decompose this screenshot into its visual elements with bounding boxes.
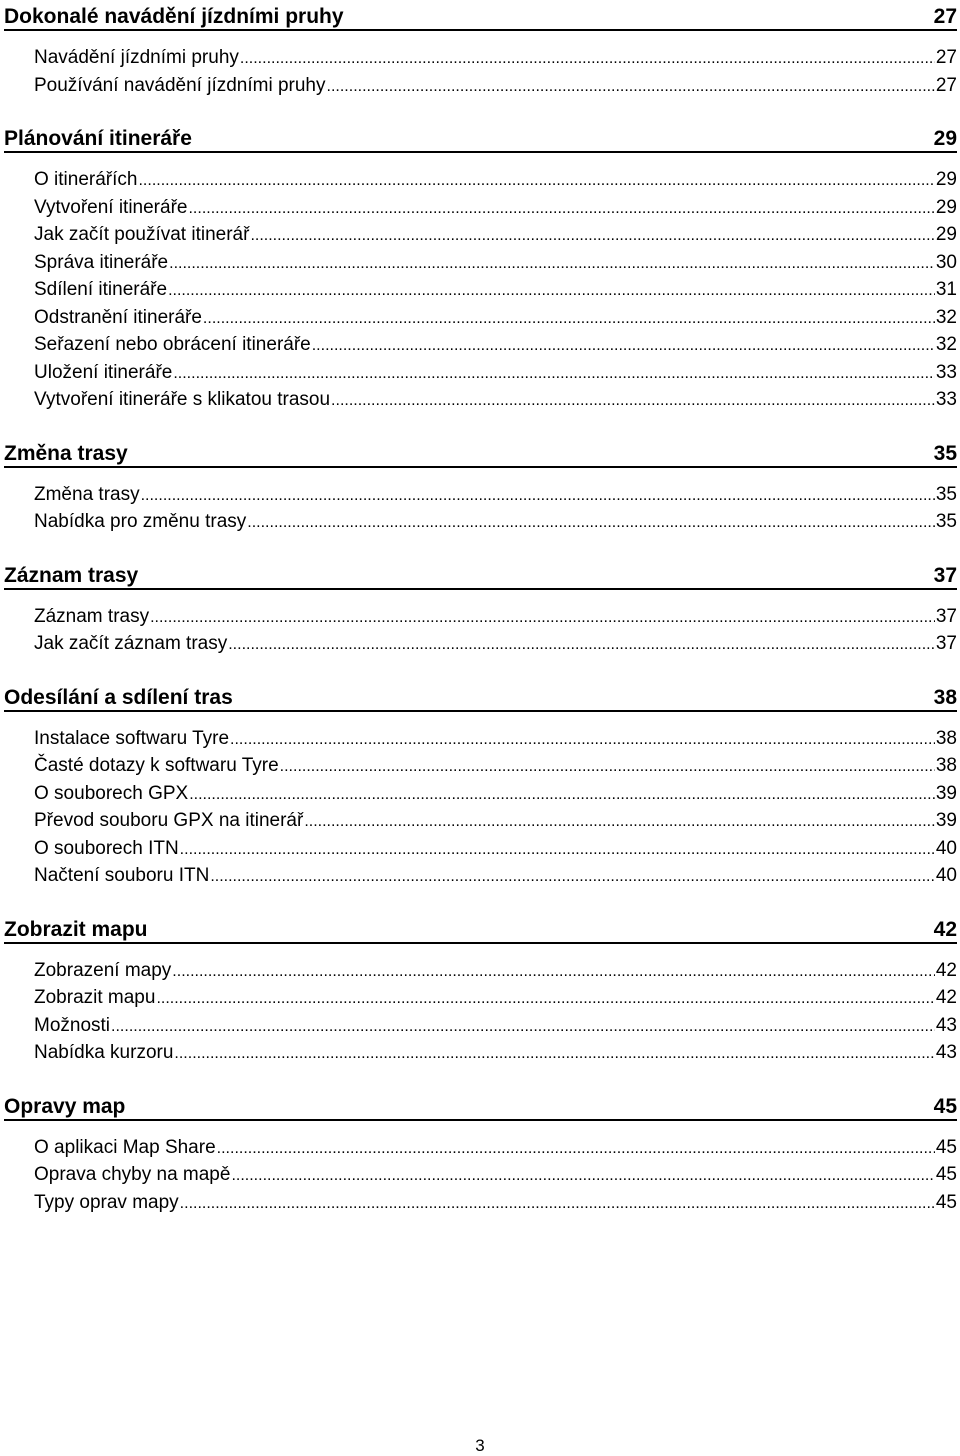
section-heading[interactable] bbox=[4, 0, 957, 31]
toc-entry[interactable] bbox=[4, 603, 957, 631]
dot-leader bbox=[247, 509, 935, 537]
entry-title: O souborech GPX bbox=[34, 782, 189, 804]
table-of-contents bbox=[4, 0, 957, 1216]
entry-title: Jak začít používat itinerář bbox=[34, 224, 250, 245]
entry-page-number: 40 bbox=[935, 865, 957, 886]
entry-page-number: 27 bbox=[935, 47, 957, 68]
entry-title: Sdílení itineráře bbox=[34, 279, 168, 300]
toc-entry[interactable] bbox=[4, 221, 957, 249]
entry-title: Jak začít záznam trasy bbox=[34, 633, 228, 654]
toc-section bbox=[4, 559, 957, 681]
section-page-number: 38 bbox=[933, 685, 957, 709]
entry-title: Odstranění itineráře bbox=[34, 306, 202, 328]
entry-title: Možnosti bbox=[34, 1014, 111, 1036]
toc-entry[interactable] bbox=[4, 752, 957, 780]
entry-page-number: 43 bbox=[935, 1014, 957, 1036]
toc-section bbox=[4, 913, 957, 1090]
toc-entry[interactable] bbox=[4, 72, 957, 100]
entry-title: Záznam trasy bbox=[34, 605, 150, 627]
entry-page-number: 31 bbox=[935, 279, 957, 300]
entry-page-number: 45 bbox=[935, 1164, 957, 1185]
entry-page-number: 29 bbox=[935, 196, 957, 218]
section-title: Dokonalé navádění jízdními pruhy bbox=[4, 5, 344, 28]
toc-entry[interactable] bbox=[4, 194, 957, 222]
section-title: Záznam trasy bbox=[4, 563, 139, 587]
toc-entry[interactable] bbox=[4, 807, 957, 835]
entry-title: Používání navádění jízdními pruhy bbox=[34, 74, 326, 96]
dot-leader bbox=[312, 332, 935, 360]
dot-leader bbox=[189, 781, 935, 809]
toc-section bbox=[4, 437, 957, 559]
toc-entry[interactable] bbox=[4, 508, 957, 536]
dot-leader bbox=[230, 726, 935, 754]
toc-entry[interactable] bbox=[4, 1012, 957, 1040]
toc-entry[interactable] bbox=[4, 359, 957, 387]
entry-page-number: 43 bbox=[935, 1042, 957, 1063]
entry-page-number: 42 bbox=[935, 959, 957, 981]
section-title: Plánování itineráře bbox=[4, 127, 192, 150]
dot-leader bbox=[173, 360, 935, 388]
dot-leader bbox=[169, 250, 935, 278]
entry-page-number: 33 bbox=[935, 389, 957, 410]
dot-leader bbox=[331, 387, 935, 415]
entry-title: Časté dotazy k softwaru Tyre bbox=[34, 755, 279, 776]
toc-entry[interactable] bbox=[4, 957, 957, 985]
toc-entry[interactable] bbox=[4, 304, 957, 332]
toc-entry[interactable] bbox=[4, 44, 957, 72]
entry-page-number: 45 bbox=[935, 1191, 957, 1213]
entry-page-number: 35 bbox=[935, 511, 957, 532]
dot-leader bbox=[203, 305, 935, 333]
entry-title: Vytvoření itineráře s klikatou trasou bbox=[34, 389, 331, 410]
toc-section bbox=[4, 681, 957, 913]
section-heading[interactable] bbox=[4, 122, 957, 153]
entry-page-number: 33 bbox=[935, 361, 957, 383]
toc-entry[interactable] bbox=[4, 481, 957, 509]
dot-leader bbox=[231, 1162, 934, 1190]
entry-title: Uložení itineráře bbox=[34, 361, 173, 383]
dot-leader bbox=[240, 45, 935, 73]
toc-section bbox=[4, 122, 957, 437]
section-heading[interactable] bbox=[4, 559, 957, 590]
entry-page-number: 30 bbox=[935, 251, 957, 273]
entry-page-number: 42 bbox=[935, 987, 957, 1008]
section-page-number: 27 bbox=[933, 5, 957, 28]
toc-entry[interactable] bbox=[4, 725, 957, 753]
dot-leader bbox=[188, 195, 934, 223]
toc-entry[interactable] bbox=[4, 630, 957, 658]
toc-entry[interactable] bbox=[4, 780, 957, 808]
toc-entry[interactable] bbox=[4, 1134, 957, 1162]
dot-leader bbox=[180, 836, 935, 864]
entry-title: O aplikaci Map Share bbox=[34, 1136, 216, 1158]
entry-page-number: 29 bbox=[935, 169, 957, 190]
entry-title: Typy oprav mapy bbox=[34, 1191, 179, 1213]
section-page-number: 37 bbox=[933, 563, 957, 587]
entry-title: Nabídka pro změnu trasy bbox=[34, 511, 247, 532]
section-title: Změna trasy bbox=[4, 441, 128, 465]
toc-entry[interactable] bbox=[4, 984, 957, 1012]
entry-page-number: 37 bbox=[935, 633, 957, 654]
entry-page-number: 32 bbox=[935, 306, 957, 328]
entry-title: Změna trasy bbox=[34, 483, 140, 505]
entry-title: Správa itineráře bbox=[34, 251, 169, 273]
section-page-number: 45 bbox=[933, 1094, 957, 1118]
dot-leader bbox=[168, 277, 935, 305]
toc-entry[interactable] bbox=[4, 1039, 957, 1067]
toc-entry[interactable] bbox=[4, 1161, 957, 1189]
toc-entry[interactable] bbox=[4, 249, 957, 277]
entry-title: Vytvoření itineráře bbox=[34, 196, 188, 218]
section-page-number: 42 bbox=[933, 917, 957, 941]
entry-page-number: 32 bbox=[935, 334, 957, 355]
entry-title: Navádění jízdními pruhy bbox=[34, 47, 239, 68]
section-title: Opravy map bbox=[4, 1094, 126, 1118]
entry-page-number: 39 bbox=[935, 810, 957, 831]
toc-entry[interactable] bbox=[4, 276, 957, 304]
entry-page-number: 40 bbox=[935, 837, 957, 859]
entry-page-number: 27 bbox=[935, 74, 957, 96]
dot-leader bbox=[250, 222, 934, 250]
dot-leader bbox=[304, 808, 935, 836]
entry-title: Oprava chyby na mapě bbox=[34, 1164, 231, 1185]
dot-leader bbox=[210, 863, 935, 891]
toc-entry[interactable] bbox=[4, 331, 957, 359]
entry-title: Načtení souboru ITN bbox=[34, 865, 210, 886]
entry-title: Zobrazení mapy bbox=[34, 959, 172, 981]
dot-leader bbox=[228, 631, 935, 659]
entry-page-number: 35 bbox=[935, 483, 957, 505]
toc-section bbox=[4, 1090, 957, 1217]
entry-title: Instalace softwaru Tyre bbox=[34, 727, 230, 749]
section-heading[interactable] bbox=[4, 1090, 957, 1121]
section-heading[interactable] bbox=[4, 913, 957, 944]
toc-entry[interactable] bbox=[4, 1189, 957, 1217]
entry-page-number: 39 bbox=[935, 782, 957, 804]
entry-page-number: 45 bbox=[935, 1136, 957, 1158]
section-heading[interactable] bbox=[4, 681, 957, 712]
dot-leader bbox=[138, 167, 934, 195]
entry-title: Zobrazit mapu bbox=[34, 987, 156, 1008]
dot-leader bbox=[180, 1190, 935, 1218]
dot-leader bbox=[150, 604, 935, 632]
toc-entry[interactable] bbox=[4, 166, 957, 194]
dot-leader bbox=[156, 985, 934, 1013]
section-page-number: 35 bbox=[933, 441, 957, 465]
toc-section bbox=[4, 0, 957, 122]
dot-leader bbox=[280, 753, 935, 781]
dot-leader bbox=[217, 1135, 935, 1163]
section-title: Zobrazit mapu bbox=[4, 917, 148, 941]
entry-title: Seřazení nebo obrácení itineráře bbox=[34, 334, 311, 355]
entry-title: Nabídka kurzoru bbox=[34, 1042, 174, 1063]
entry-page-number: 38 bbox=[935, 727, 957, 749]
section-title: Odesílání a sdílení tras bbox=[4, 685, 233, 709]
dot-leader bbox=[174, 1040, 934, 1068]
entry-page-number: 29 bbox=[935, 224, 957, 245]
entry-page-number: 37 bbox=[935, 605, 957, 627]
toc-entry[interactable] bbox=[4, 386, 957, 414]
section-page-number: 29 bbox=[933, 127, 957, 150]
section-heading[interactable] bbox=[4, 437, 957, 468]
entry-title: Převod souboru GPX na itinerář bbox=[34, 810, 304, 831]
toc-entry[interactable] bbox=[4, 862, 957, 890]
dot-leader bbox=[111, 1013, 935, 1041]
dot-leader bbox=[141, 482, 935, 510]
entry-title: O souborech ITN bbox=[34, 837, 179, 859]
entry-page-number: 38 bbox=[935, 755, 957, 776]
entry-title: O itinerářích bbox=[34, 169, 138, 190]
dot-leader bbox=[327, 73, 935, 101]
page-number: 3 bbox=[475, 1436, 485, 1455]
toc-entry[interactable] bbox=[4, 835, 957, 863]
dot-leader bbox=[172, 958, 935, 986]
